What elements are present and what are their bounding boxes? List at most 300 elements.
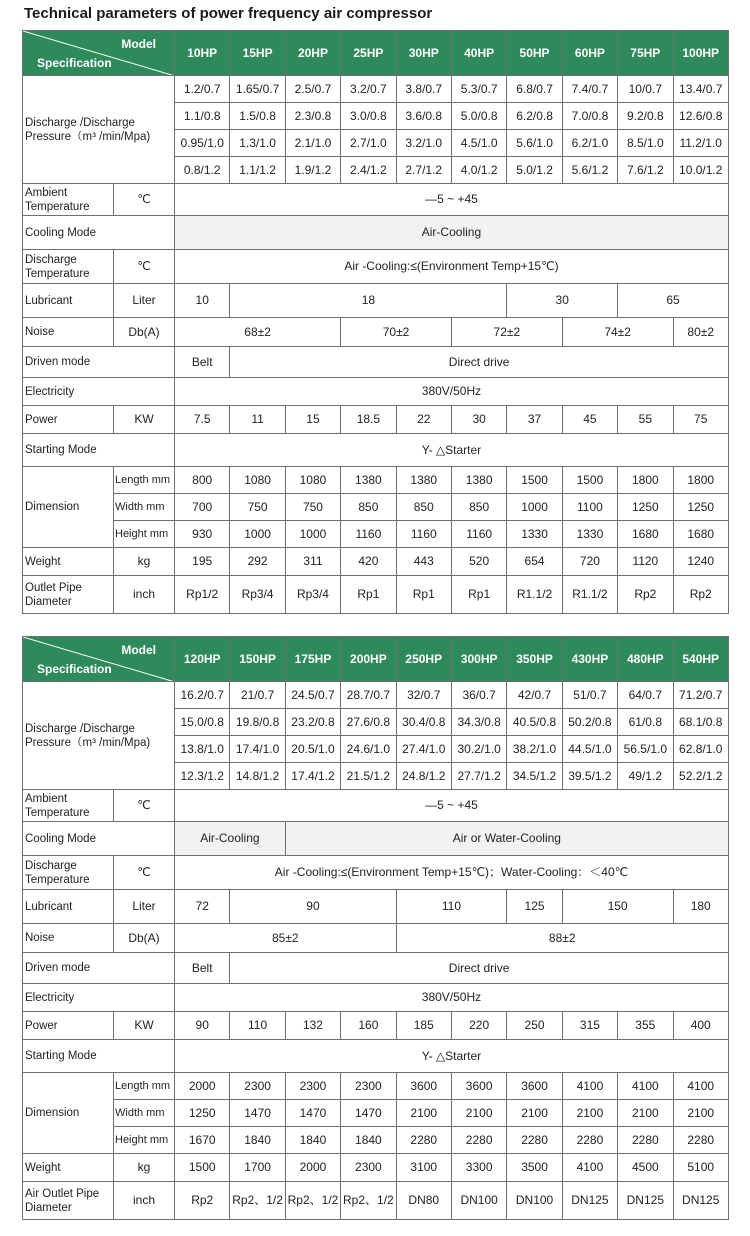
discharge-cell: 14.8/1.2	[230, 763, 285, 790]
discharge-cell: 30.4/0.8	[396, 709, 451, 736]
pipe-cell: DN125	[618, 1182, 673, 1220]
power-unit: KW	[114, 406, 175, 434]
dim-cell: 800	[175, 467, 230, 494]
discharge-cell: 3.6/0.8	[396, 103, 451, 130]
dim-cell: 1330	[562, 521, 617, 548]
discharge-cell: 2.4/1.2	[341, 157, 396, 184]
dim-cell: 1080	[285, 467, 340, 494]
discharge-cell: 68.1/0.8	[673, 709, 728, 736]
lubricant-cell: 65	[618, 284, 729, 318]
discharge-cell: 49/1.2	[618, 763, 673, 790]
dim-cell: 1840	[285, 1127, 340, 1154]
ambient-label: Ambient Temperature	[23, 184, 114, 216]
model-cell: 10HP	[175, 31, 230, 76]
power-cell: 160	[341, 1012, 396, 1040]
discharge-cell: 2.1/1.0	[285, 130, 340, 157]
ambient-label: Ambient Temperature	[23, 790, 114, 822]
model-cell: 540HP	[673, 637, 728, 682]
pipe-cell: Rp2	[175, 1182, 230, 1220]
discharge-cell: 27.7/1.2	[451, 763, 506, 790]
model-cell: 25HP	[341, 31, 396, 76]
discharge-cell: 52.2/1.2	[673, 763, 728, 790]
noise-cell: 74±2	[562, 318, 673, 347]
noise-cell: 68±2	[175, 318, 341, 347]
pipe-cell: Rp2、1/2	[285, 1182, 340, 1220]
discharge-cell: 64/0.7	[618, 682, 673, 709]
model-header: Model	[121, 37, 156, 51]
weight-row	[23, 548, 729, 576]
weight-cell: 292	[230, 548, 285, 576]
lubricant-cell: 10	[175, 284, 230, 318]
discharge-cell: 24.5/0.7	[285, 682, 340, 709]
driven-label: Driven mode	[23, 347, 175, 378]
lubricant-label: Lubricant	[23, 284, 114, 318]
power-cell: 132	[285, 1012, 340, 1040]
pipe-cell: Rp1/2	[175, 576, 230, 614]
noise-row	[23, 318, 729, 347]
dim-cell: 3600	[396, 1073, 451, 1100]
discharge-cell: 11.2/1.0	[673, 130, 728, 157]
dim-cell: 1080	[230, 467, 285, 494]
dim-cell: 1840	[230, 1127, 285, 1154]
discharge-row	[23, 76, 729, 103]
header-row	[23, 31, 729, 76]
dim-cell: 1250	[175, 1100, 230, 1127]
pipe-cell: Rp1	[341, 576, 396, 614]
discharge-cell: 2.5/0.7	[285, 76, 340, 103]
driven-row	[23, 347, 729, 378]
ambient-unit: ℃	[114, 184, 175, 216]
discharge-cell: 19.8/0.8	[230, 709, 285, 736]
discharge-cell: 62.8/1.0	[673, 736, 728, 763]
dim-cell: 850	[396, 494, 451, 521]
spec-header: Specification	[37, 662, 112, 676]
dim-cell: 2000	[175, 1073, 230, 1100]
pipe-cell: Rp2、1/2	[341, 1182, 396, 1220]
lubricant-row	[23, 890, 729, 924]
discharge-cell: 39.5/1.2	[562, 763, 617, 790]
dimension-row	[23, 1127, 729, 1154]
lubricant-cell: 18	[230, 284, 507, 318]
discharge-cell: 61/0.8	[618, 709, 673, 736]
header-row	[23, 637, 729, 682]
discharge-cell: 1.65/0.7	[230, 76, 285, 103]
driven-cell: Belt	[175, 347, 230, 378]
discharge-cell: 6.8/0.7	[507, 76, 562, 103]
discharge-cell: 51/0.7	[562, 682, 617, 709]
dtemp-row	[23, 856, 729, 890]
model-cell: 60HP	[562, 31, 617, 76]
driven-label: Driven mode	[23, 953, 175, 984]
weight-cell: 2000	[285, 1154, 340, 1182]
dim-width-label: Width mm	[114, 494, 175, 521]
ambient-row	[23, 184, 729, 216]
dim-cell: 850	[451, 494, 506, 521]
discharge-cell: 10/0.7	[618, 76, 673, 103]
power-cell: 75	[673, 406, 728, 434]
weight-cell: 3300	[451, 1154, 506, 1182]
page-title: Technical parameters of power frequency air compressor	[24, 5, 433, 22]
dim-cell: 1000	[285, 521, 340, 548]
dtemp-value: Air -Cooling:≤(Environment Temp+15℃)；Water-Cooling：＜40℃	[175, 856, 729, 890]
dtemp-label: Discharge Temperature	[23, 250, 114, 284]
discharge-cell: 17.4/1.0	[230, 736, 285, 763]
dim-cell: 2280	[618, 1127, 673, 1154]
starting-row	[23, 1040, 729, 1073]
dim-cell: 1250	[618, 494, 673, 521]
discharge-cell: 0.95/1.0	[175, 130, 230, 157]
discharge-cell: 2.3/0.8	[285, 103, 340, 130]
model-cell: 150HP	[230, 637, 285, 682]
driven-cell: Belt	[175, 953, 230, 984]
noise-row	[23, 924, 729, 953]
discharge-cell: 1.9/1.2	[285, 157, 340, 184]
lubricant-label: Lubricant	[23, 890, 114, 924]
model-cell: 20HP	[285, 31, 340, 76]
discharge-cell: 12.3/1.2	[175, 763, 230, 790]
weight-cell: 2300	[341, 1154, 396, 1182]
dim-height-label: Height mm	[114, 1127, 175, 1154]
power-cell: 55	[618, 406, 673, 434]
power-cell: 45	[562, 406, 617, 434]
model-spec-corner	[23, 31, 175, 76]
power-cell: 400	[673, 1012, 728, 1040]
model-cell: 480HP	[618, 637, 673, 682]
model-cell: 75HP	[618, 31, 673, 76]
dim-cell: 1380	[396, 467, 451, 494]
dim-cell: 1680	[673, 521, 728, 548]
dim-cell: 1800	[618, 467, 673, 494]
dim-cell: 750	[285, 494, 340, 521]
weight-cell: 1700	[230, 1154, 285, 1182]
model-cell: 30HP	[396, 31, 451, 76]
dim-cell: 750	[230, 494, 285, 521]
weight-cell: 3100	[396, 1154, 451, 1182]
model-cell: 15HP	[230, 31, 285, 76]
weight-cell: 1120	[618, 548, 673, 576]
weight-cell: 1500	[175, 1154, 230, 1182]
electricity-row	[23, 378, 729, 406]
weight-cell: 520	[451, 548, 506, 576]
model-cell: 350HP	[507, 637, 562, 682]
power-cell: 37	[507, 406, 562, 434]
model-cell: 100HP	[673, 31, 728, 76]
weight-label: Weight	[23, 548, 114, 576]
dimension-label: Dimension	[23, 1073, 114, 1154]
dim-cell: 2300	[285, 1073, 340, 1100]
dim-cell: 1380	[451, 467, 506, 494]
dim-cell: 1000	[507, 494, 562, 521]
discharge-cell: 7.4/0.7	[562, 76, 617, 103]
dim-cell: 1800	[673, 467, 728, 494]
dim-cell: 700	[175, 494, 230, 521]
discharge-cell: 24.8/1.2	[396, 763, 451, 790]
driven-row	[23, 953, 729, 984]
cooling-value: Air-Cooling	[175, 216, 729, 250]
model-cell: 175HP	[285, 637, 340, 682]
discharge-cell: 27.4/1.0	[396, 736, 451, 763]
power-cell: 110	[230, 1012, 285, 1040]
lubricant-cell: 72	[175, 890, 230, 924]
weight-cell: 195	[175, 548, 230, 576]
noise-cell: 72±2	[451, 318, 562, 347]
lubricant-cell: 90	[230, 890, 396, 924]
pipe-cell: DN125	[562, 1182, 617, 1220]
lubricant-cell: 110	[396, 890, 507, 924]
discharge-cell: 3.2/0.7	[341, 76, 396, 103]
ambient-value: —5 ~ +45	[175, 790, 729, 822]
discharge-cell: 23.2/0.8	[285, 709, 340, 736]
dim-cell: 2100	[673, 1100, 728, 1127]
discharge-cell: 32/0.7	[396, 682, 451, 709]
dim-cell: 1000	[230, 521, 285, 548]
pipe-row	[23, 1182, 729, 1220]
power-label: Power	[23, 406, 114, 434]
lubricant-unit: Liter	[114, 284, 175, 318]
power-cell: 315	[562, 1012, 617, 1040]
pipe-unit: inch	[114, 1182, 175, 1220]
discharge-cell: 5.3/0.7	[451, 76, 506, 103]
electricity-label: Electricity	[23, 378, 175, 406]
noise-cell: 85±2	[175, 924, 397, 953]
electricity-value: 380V/50Hz	[175, 378, 729, 406]
ambient-unit: ℃	[114, 790, 175, 822]
dim-cell: 1470	[230, 1100, 285, 1127]
discharge-cell: 20.5/1.0	[285, 736, 340, 763]
dim-cell: 3600	[507, 1073, 562, 1100]
spec-table-1	[22, 30, 729, 614]
dim-cell: 1330	[507, 521, 562, 548]
discharge-cell: 71.2/0.7	[673, 682, 728, 709]
discharge-label: Discharge /Discharge Pressure（m³ /min/Mpa)	[23, 76, 175, 184]
dim-cell: 1160	[341, 521, 396, 548]
cooling-cell: Air-Cooling	[175, 822, 286, 856]
lubricant-unit: Liter	[114, 890, 175, 924]
pipe-cell: DN100	[507, 1182, 562, 1220]
discharge-cell: 4.5/1.0	[451, 130, 506, 157]
discharge-cell: 17.4/1.2	[285, 763, 340, 790]
power-cell: 30	[451, 406, 506, 434]
pipe-label: Outlet Pipe Diameter	[23, 576, 114, 614]
discharge-cell: 42/0.7	[507, 682, 562, 709]
dim-cell: 1160	[396, 521, 451, 548]
dim-cell: 2300	[341, 1073, 396, 1100]
dimension-row	[23, 521, 729, 548]
weight-cell: 311	[285, 548, 340, 576]
noise-cell: 80±2	[673, 318, 728, 347]
power-cell: 7.5	[175, 406, 230, 434]
cooling-row	[23, 216, 729, 250]
discharge-cell: 21/0.7	[230, 682, 285, 709]
starting-value: Y- △Starter	[175, 1040, 729, 1073]
dim-cell: 930	[175, 521, 230, 548]
dimension-row	[23, 1073, 729, 1100]
pipe-cell: R1.1/2	[507, 576, 562, 614]
electricity-value: 380V/50Hz	[175, 984, 729, 1012]
lubricant-cell: 150	[562, 890, 673, 924]
model-cell: 50HP	[507, 31, 562, 76]
dim-cell: 2100	[451, 1100, 506, 1127]
discharge-cell: 1.1/0.8	[175, 103, 230, 130]
noise-cell: 70±2	[341, 318, 452, 347]
discharge-cell: 24.6/1.0	[341, 736, 396, 763]
discharge-cell: 15.0/0.8	[175, 709, 230, 736]
power-cell: 250	[507, 1012, 562, 1040]
pipe-unit: inch	[114, 576, 175, 614]
model-cell: 300HP	[451, 637, 506, 682]
discharge-cell: 34.5/1.2	[507, 763, 562, 790]
cooling-row	[23, 822, 729, 856]
dim-height-label: Height mm	[114, 521, 175, 548]
weight-cell: 3500	[507, 1154, 562, 1182]
pipe-cell: Rp2	[618, 576, 673, 614]
dim-cell: 1470	[341, 1100, 396, 1127]
discharge-cell: 5.6/1.2	[562, 157, 617, 184]
discharge-cell: 30.2/1.0	[451, 736, 506, 763]
dim-cell: 1500	[507, 467, 562, 494]
dim-cell: 2280	[673, 1127, 728, 1154]
electricity-label: Electricity	[23, 984, 175, 1012]
model-cell: 250HP	[396, 637, 451, 682]
dim-length-label: Length mm	[114, 467, 175, 494]
noise-unit: Db(A)	[114, 318, 175, 347]
discharge-cell: 38.2/1.0	[507, 736, 562, 763]
model-spec-corner	[23, 637, 175, 682]
discharge-cell: 5.0/1.2	[507, 157, 562, 184]
power-cell: 355	[618, 1012, 673, 1040]
pipe-label: Air Outlet Pipe Diameter	[23, 1182, 114, 1220]
pipe-cell: Rp2、1/2	[230, 1182, 285, 1220]
power-cell: 18.5	[341, 406, 396, 434]
model-cell: 40HP	[451, 31, 506, 76]
power-cell: 11	[230, 406, 285, 434]
dim-cell: 3600	[451, 1073, 506, 1100]
dim-cell: 2100	[507, 1100, 562, 1127]
dimension-row	[23, 494, 729, 521]
model-header: Model	[121, 643, 156, 657]
weight-cell: 1240	[673, 548, 728, 576]
weight-cell: 720	[562, 548, 617, 576]
discharge-cell: 36/0.7	[451, 682, 506, 709]
model-cell: 120HP	[175, 637, 230, 682]
discharge-cell: 3.8/0.7	[396, 76, 451, 103]
weight-label: Weight	[23, 1154, 114, 1182]
discharge-cell: 50.2/0.8	[562, 709, 617, 736]
discharge-cell: 9.2/0.8	[618, 103, 673, 130]
dim-cell: 1840	[341, 1127, 396, 1154]
discharge-cell: 1.2/0.7	[175, 76, 230, 103]
power-label: Power	[23, 1012, 114, 1040]
dim-cell: 4100	[562, 1073, 617, 1100]
discharge-cell: 6.2/1.0	[562, 130, 617, 157]
discharge-cell: 2.7/1.0	[341, 130, 396, 157]
cooling-label: Cooling Mode	[23, 216, 175, 250]
ambient-value: —5 ~ +45	[175, 184, 729, 216]
discharge-cell: 44.5/1.0	[562, 736, 617, 763]
power-unit: KW	[114, 1012, 175, 1040]
lubricant-cell: 30	[507, 284, 618, 318]
weight-row	[23, 1154, 729, 1182]
dim-cell: 1250	[673, 494, 728, 521]
discharge-cell: 13.4/0.7	[673, 76, 728, 103]
driven-cell: Direct drive	[230, 347, 729, 378]
spec-table-2	[22, 636, 729, 1220]
power-row	[23, 1012, 729, 1040]
weight-unit: kg	[114, 1154, 175, 1182]
pipe-cell: R1.1/2	[562, 576, 617, 614]
weight-cell: 443	[396, 548, 451, 576]
discharge-cell: 56.5/1.0	[618, 736, 673, 763]
power-row	[23, 406, 729, 434]
lubricant-cell: 180	[673, 890, 728, 924]
dim-cell: 4100	[673, 1073, 728, 1100]
dtemp-unit: ℃	[114, 250, 175, 284]
discharge-cell: 7.6/1.2	[618, 157, 673, 184]
pipe-row	[23, 576, 729, 614]
pipe-cell: Rp1	[396, 576, 451, 614]
dim-cell: 4100	[618, 1073, 673, 1100]
discharge-cell: 16.2/0.7	[175, 682, 230, 709]
pipe-cell: DN125	[673, 1182, 728, 1220]
noise-label: Noise	[23, 924, 114, 953]
discharge-label: Discharge /Discharge Pressure（m³ /min/Mpa)	[23, 682, 175, 790]
weight-unit: kg	[114, 548, 175, 576]
starting-label: Starting Mode	[23, 434, 175, 467]
weight-cell: 420	[341, 548, 396, 576]
starting-row	[23, 434, 729, 467]
model-cell: 200HP	[341, 637, 396, 682]
power-cell: 185	[396, 1012, 451, 1040]
weight-cell: 5100	[673, 1154, 728, 1182]
lubricant-row	[23, 284, 729, 318]
dim-cell: 1160	[451, 521, 506, 548]
power-cell: 220	[451, 1012, 506, 1040]
lubricant-cell: 125	[507, 890, 562, 924]
ambient-row	[23, 790, 729, 822]
dim-cell: 2100	[562, 1100, 617, 1127]
discharge-cell: 5.0/0.8	[451, 103, 506, 130]
discharge-cell: 1.5/0.8	[230, 103, 285, 130]
discharge-cell: 2.7/1.2	[396, 157, 451, 184]
power-cell: 15	[285, 406, 340, 434]
discharge-cell: 40.5/0.8	[507, 709, 562, 736]
dim-cell: 1500	[562, 467, 617, 494]
dimension-row	[23, 467, 729, 494]
discharge-row	[23, 682, 729, 709]
electricity-row	[23, 984, 729, 1012]
model-cell: 430HP	[562, 637, 617, 682]
discharge-cell: 27.6/0.8	[341, 709, 396, 736]
spec-header: Specification	[37, 56, 112, 70]
discharge-cell: 6.2/0.8	[507, 103, 562, 130]
dim-width-label: Width mm	[114, 1100, 175, 1127]
dim-cell: 2280	[451, 1127, 506, 1154]
discharge-cell: 4.0/1.2	[451, 157, 506, 184]
dimension-row	[23, 1100, 729, 1127]
discharge-cell: 7.0/0.8	[562, 103, 617, 130]
discharge-cell: 28.7/0.7	[341, 682, 396, 709]
discharge-cell: 34.3/0.8	[451, 709, 506, 736]
noise-label: Noise	[23, 318, 114, 347]
dim-cell: 1470	[285, 1100, 340, 1127]
discharge-cell: 10.0/1.2	[673, 157, 728, 184]
noise-unit: Db(A)	[114, 924, 175, 953]
dtemp-unit: ℃	[114, 856, 175, 890]
discharge-cell: 1.1/1.2	[230, 157, 285, 184]
pipe-cell: Rp3/4	[230, 576, 285, 614]
pipe-cell: Rp1	[451, 576, 506, 614]
weight-cell: 654	[507, 548, 562, 576]
